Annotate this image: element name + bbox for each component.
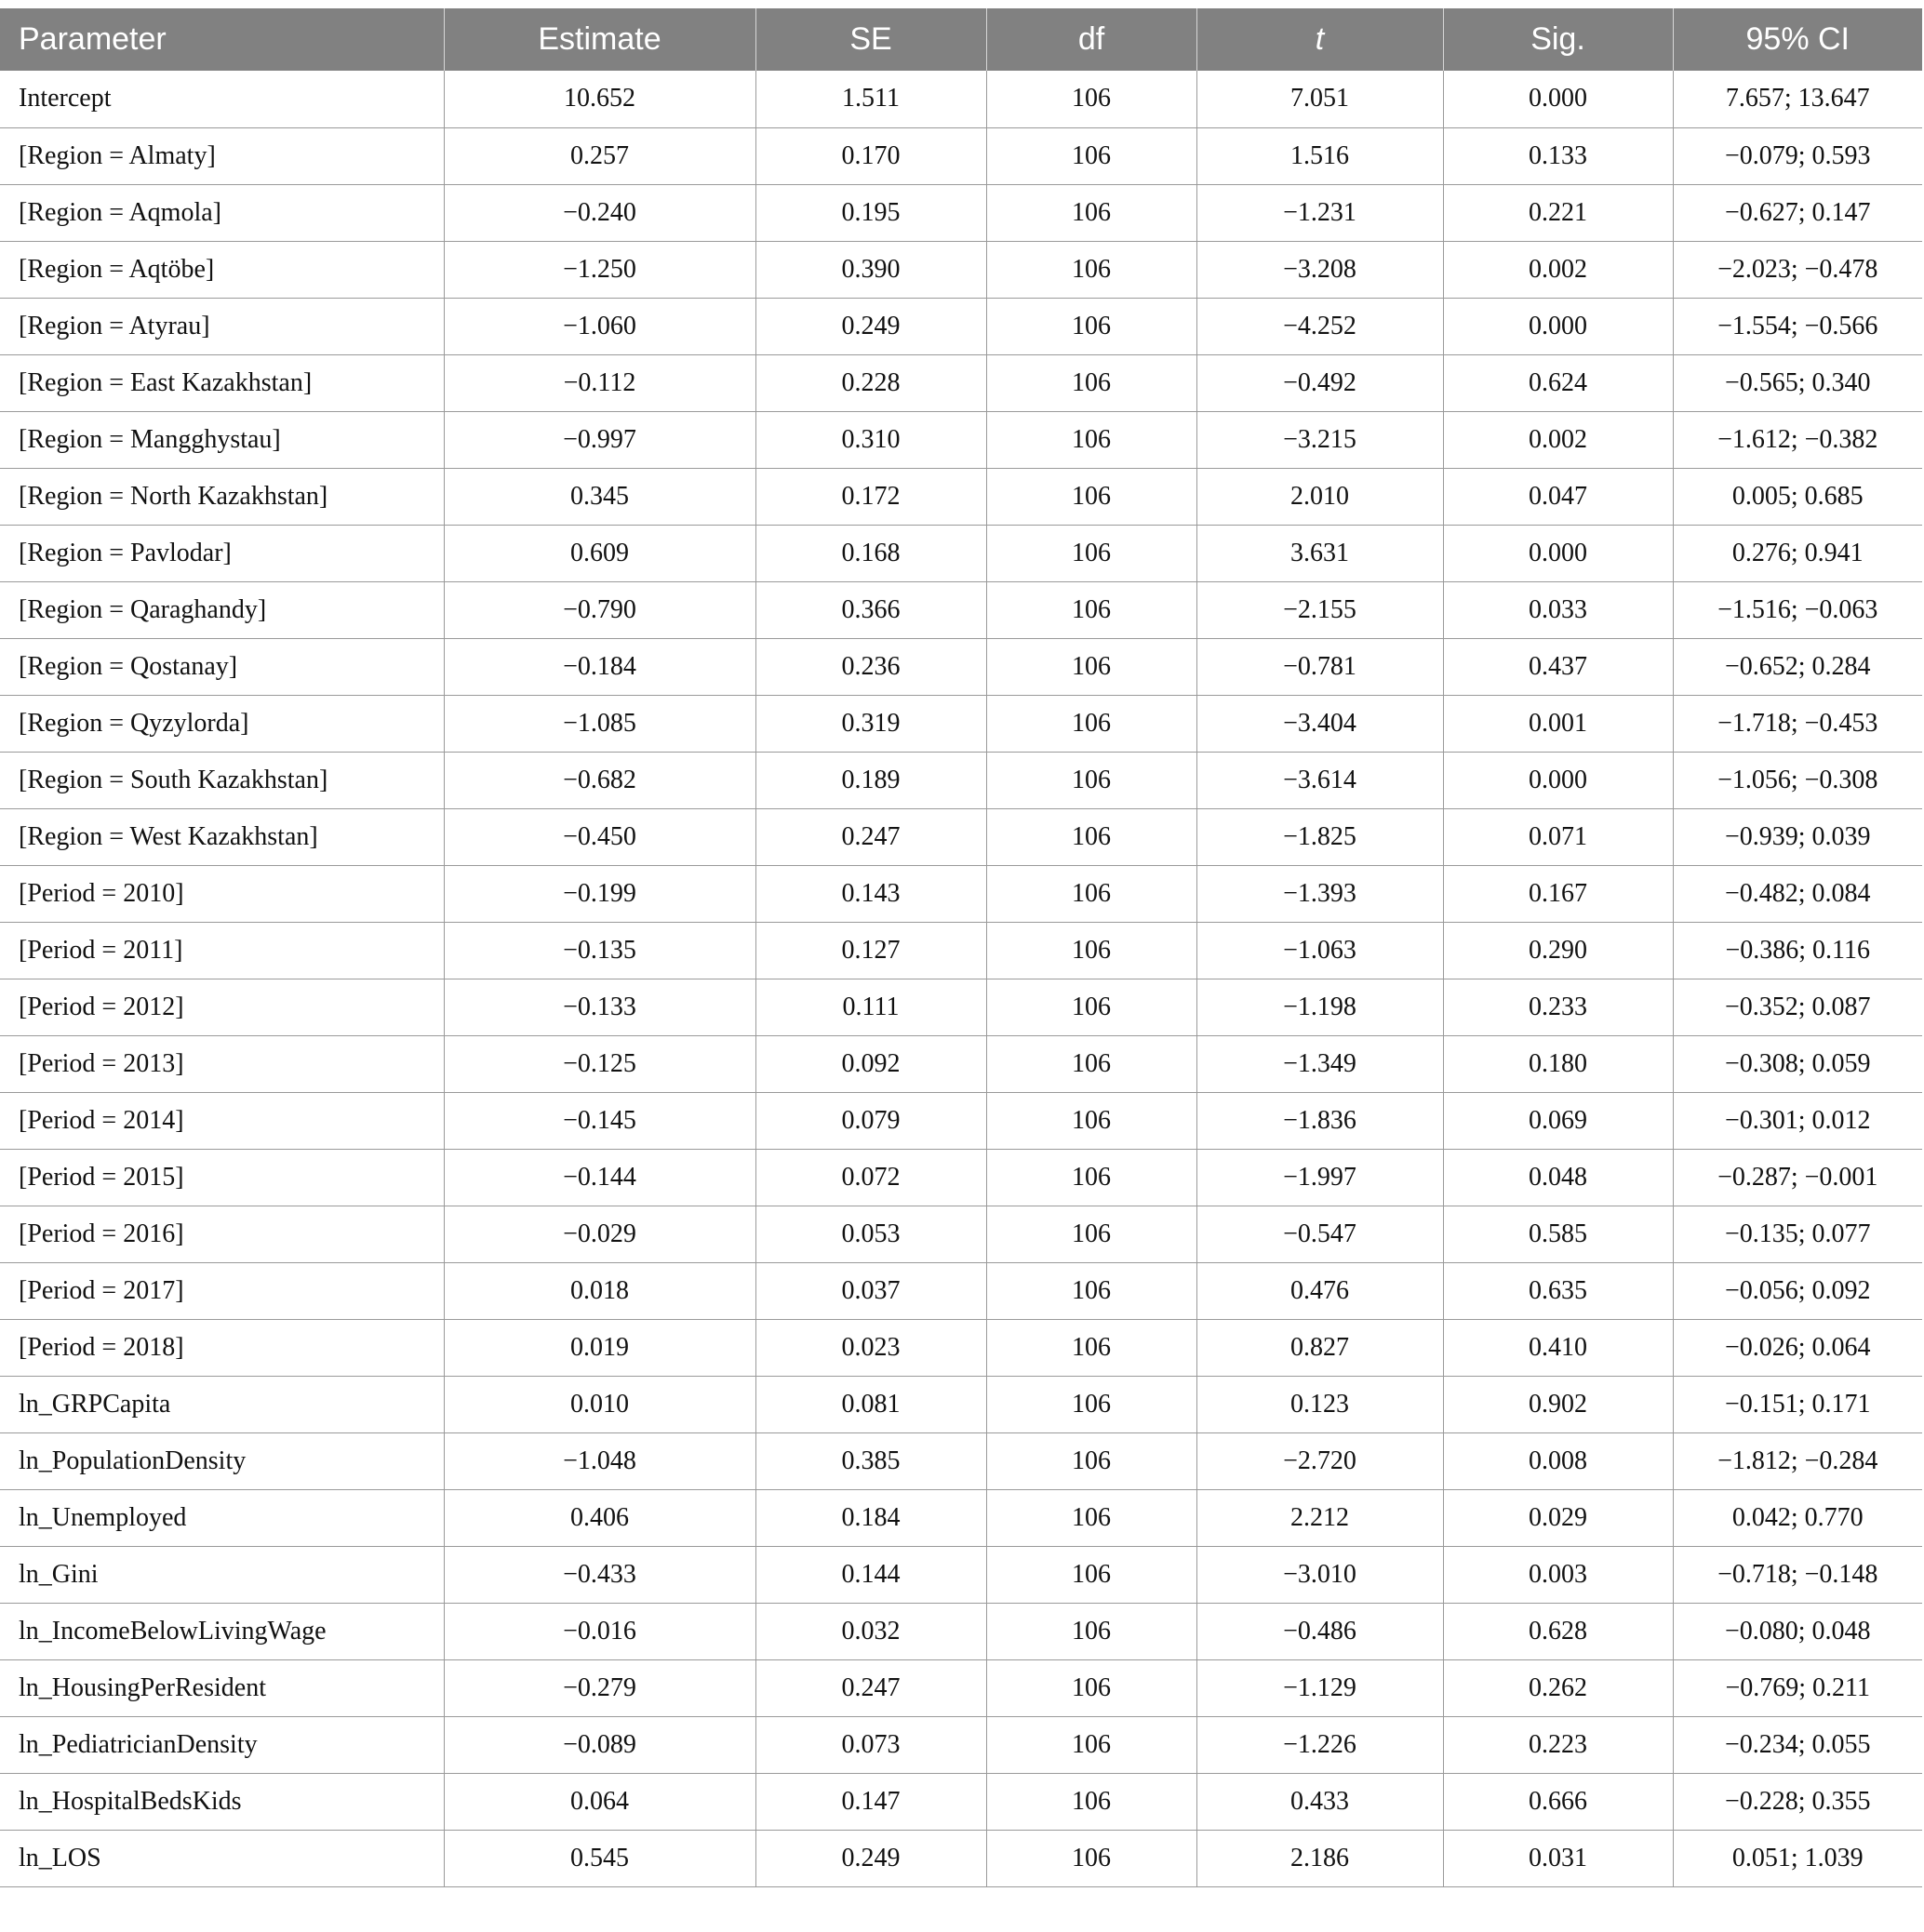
cell-estimate: 0.010 — [444, 1376, 755, 1432]
table-row — [0, 752, 1922, 808]
cell-sig: 0.031 — [1443, 1830, 1673, 1886]
cell-sig: 0.585 — [1443, 1206, 1673, 1262]
cell-t: −1.231 — [1196, 184, 1443, 241]
cell-parameter: [Region = West Kazakhstan] — [0, 808, 444, 865]
cell-sig: 0.000 — [1443, 71, 1673, 127]
cell-parameter: ln_HospitalBedsKids — [0, 1773, 444, 1830]
cell-parameter: [Period = 2015] — [0, 1149, 444, 1206]
cell-df: 106 — [986, 1262, 1196, 1319]
cell-ci: 0.276; 0.941 — [1673, 525, 1922, 581]
cell-estimate: 10.652 — [444, 71, 755, 127]
cell-t: 1.516 — [1196, 127, 1443, 184]
cell-estimate: 0.018 — [444, 1262, 755, 1319]
cell-se: 0.310 — [755, 411, 986, 468]
cell-ci: −0.228; 0.355 — [1673, 1773, 1922, 1830]
cell-t: −4.252 — [1196, 298, 1443, 354]
cell-estimate: −0.184 — [444, 638, 755, 695]
cell-ci: −1.612; −0.382 — [1673, 411, 1922, 468]
table-row — [0, 1319, 1922, 1376]
cell-parameter: [Period = 2011] — [0, 922, 444, 979]
cell-estimate: −0.135 — [444, 922, 755, 979]
cell-se: 1.511 — [755, 71, 986, 127]
cell-sig: 0.902 — [1443, 1376, 1673, 1432]
cell-ci: −1.812; −0.284 — [1673, 1432, 1922, 1489]
cell-sig: 0.624 — [1443, 354, 1673, 411]
cell-estimate: −0.016 — [444, 1603, 755, 1659]
cell-se: 0.249 — [755, 298, 986, 354]
cell-se: 0.023 — [755, 1319, 986, 1376]
cell-t: 0.827 — [1196, 1319, 1443, 1376]
cell-ci: −0.769; 0.211 — [1673, 1659, 1922, 1716]
cell-sig: 0.029 — [1443, 1489, 1673, 1546]
cell-parameter: ln_GRPCapita — [0, 1376, 444, 1432]
cell-sig: 0.008 — [1443, 1432, 1673, 1489]
cell-df: 106 — [986, 581, 1196, 638]
table-row — [0, 354, 1922, 411]
table-row — [0, 922, 1922, 979]
cell-parameter: ln_LOS — [0, 1830, 444, 1886]
cell-estimate: −0.112 — [444, 354, 755, 411]
cell-t: −0.781 — [1196, 638, 1443, 695]
cell-parameter: [Region = Qyzylorda] — [0, 695, 444, 752]
cell-sig: 0.001 — [1443, 695, 1673, 752]
cell-df: 106 — [986, 411, 1196, 468]
cell-df: 106 — [986, 1319, 1196, 1376]
table-row — [0, 411, 1922, 468]
cell-se: 0.073 — [755, 1716, 986, 1773]
cell-df: 106 — [986, 922, 1196, 979]
cell-estimate: −0.125 — [444, 1035, 755, 1092]
cell-parameter: [Region = East Kazakhstan] — [0, 354, 444, 411]
cell-se: 0.037 — [755, 1262, 986, 1319]
cell-parameter: [Period = 2013] — [0, 1035, 444, 1092]
cell-ci: −0.056; 0.092 — [1673, 1262, 1922, 1319]
cell-sig: 0.002 — [1443, 411, 1673, 468]
cell-se: 0.189 — [755, 752, 986, 808]
cell-ci: −0.151; 0.171 — [1673, 1376, 1922, 1432]
cell-df: 106 — [986, 638, 1196, 695]
cell-t: 3.631 — [1196, 525, 1443, 581]
cell-df: 106 — [986, 1489, 1196, 1546]
header-df: df — [986, 8, 1196, 71]
cell-t: −1.349 — [1196, 1035, 1443, 1092]
cell-t: −1.393 — [1196, 865, 1443, 922]
cell-estimate: −0.199 — [444, 865, 755, 922]
cell-df: 106 — [986, 1149, 1196, 1206]
cell-sig: 0.635 — [1443, 1262, 1673, 1319]
cell-ci: −0.079; 0.593 — [1673, 127, 1922, 184]
cell-parameter: [Period = 2018] — [0, 1319, 444, 1376]
cell-estimate: −1.085 — [444, 695, 755, 752]
table-row — [0, 1546, 1922, 1603]
cell-se: 0.144 — [755, 1546, 986, 1603]
cell-ci: 0.005; 0.685 — [1673, 468, 1922, 525]
table-row — [0, 865, 1922, 922]
cell-df: 106 — [986, 1546, 1196, 1603]
cell-se: 0.143 — [755, 865, 986, 922]
cell-t: −1.063 — [1196, 922, 1443, 979]
cell-sig: 0.233 — [1443, 979, 1673, 1035]
cell-se: 0.032 — [755, 1603, 986, 1659]
cell-se: 0.228 — [755, 354, 986, 411]
cell-sig: 0.069 — [1443, 1092, 1673, 1149]
table-row — [0, 241, 1922, 298]
parameter-estimates-table — [0, 8, 1922, 1887]
cell-estimate: 0.064 — [444, 1773, 755, 1830]
cell-estimate: −0.997 — [444, 411, 755, 468]
cell-df: 106 — [986, 71, 1196, 127]
table-row — [0, 1035, 1922, 1092]
cell-ci: −0.308; 0.059 — [1673, 1035, 1922, 1092]
cell-estimate: −1.250 — [444, 241, 755, 298]
cell-se: 0.195 — [755, 184, 986, 241]
cell-estimate: −0.089 — [444, 1716, 755, 1773]
cell-sig: 0.437 — [1443, 638, 1673, 695]
cell-t: 2.010 — [1196, 468, 1443, 525]
cell-estimate: −0.450 — [444, 808, 755, 865]
table-row — [0, 1432, 1922, 1489]
cell-sig: 0.003 — [1443, 1546, 1673, 1603]
cell-se: 0.072 — [755, 1149, 986, 1206]
cell-sig: 0.167 — [1443, 865, 1673, 922]
cell-estimate: −0.145 — [444, 1092, 755, 1149]
cell-parameter: [Region = North Kazakhstan] — [0, 468, 444, 525]
cell-parameter: [Period = 2017] — [0, 1262, 444, 1319]
cell-estimate: −0.133 — [444, 979, 755, 1035]
cell-sig: 0.000 — [1443, 525, 1673, 581]
cell-sig: 0.133 — [1443, 127, 1673, 184]
cell-parameter: [Region = Qaraghandy] — [0, 581, 444, 638]
cell-parameter: ln_PediatricianDensity — [0, 1716, 444, 1773]
cell-df: 106 — [986, 468, 1196, 525]
cell-ci: −0.287; −0.001 — [1673, 1149, 1922, 1206]
cell-ci: −0.939; 0.039 — [1673, 808, 1922, 865]
table-body — [0, 71, 1922, 1886]
cell-t: −1.198 — [1196, 979, 1443, 1035]
cell-ci: −0.352; 0.087 — [1673, 979, 1922, 1035]
cell-ci: −0.301; 0.012 — [1673, 1092, 1922, 1149]
cell-df: 106 — [986, 354, 1196, 411]
cell-ci: −0.652; 0.284 — [1673, 638, 1922, 695]
table-row — [0, 1716, 1922, 1773]
table-row — [0, 298, 1922, 354]
table-row — [0, 979, 1922, 1035]
cell-se: 0.319 — [755, 695, 986, 752]
cell-t: 7.051 — [1196, 71, 1443, 127]
cell-se: 0.170 — [755, 127, 986, 184]
cell-df: 106 — [986, 184, 1196, 241]
cell-se: 0.053 — [755, 1206, 986, 1262]
cell-t: −1.997 — [1196, 1149, 1443, 1206]
cell-t: −0.492 — [1196, 354, 1443, 411]
cell-parameter: ln_PopulationDensity — [0, 1432, 444, 1489]
cell-estimate: 0.609 — [444, 525, 755, 581]
cell-se: 0.249 — [755, 1830, 986, 1886]
cell-sig: 0.180 — [1443, 1035, 1673, 1092]
cell-ci: −0.026; 0.064 — [1673, 1319, 1922, 1376]
cell-df: 106 — [986, 808, 1196, 865]
cell-parameter: [Region = Aqtöbe] — [0, 241, 444, 298]
cell-ci: −0.482; 0.084 — [1673, 865, 1922, 922]
cell-sig: 0.000 — [1443, 298, 1673, 354]
table-row — [0, 1603, 1922, 1659]
cell-parameter: [Region = South Kazakhstan] — [0, 752, 444, 808]
cell-df: 106 — [986, 1206, 1196, 1262]
cell-sig: 0.262 — [1443, 1659, 1673, 1716]
cell-estimate: −0.682 — [444, 752, 755, 808]
cell-ci: −0.627; 0.147 — [1673, 184, 1922, 241]
cell-ci: −1.554; −0.566 — [1673, 298, 1922, 354]
cell-estimate: −1.048 — [444, 1432, 755, 1489]
table-row — [0, 184, 1922, 241]
cell-parameter: Intercept — [0, 71, 444, 127]
cell-parameter: [Period = 2014] — [0, 1092, 444, 1149]
cell-ci: −1.056; −0.308 — [1673, 752, 1922, 808]
cell-sig: 0.047 — [1443, 468, 1673, 525]
cell-t: −1.129 — [1196, 1659, 1443, 1716]
cell-se: 0.247 — [755, 808, 986, 865]
cell-df: 106 — [986, 298, 1196, 354]
cell-sig: 0.048 — [1443, 1149, 1673, 1206]
header-se: SE — [755, 8, 986, 71]
cell-ci: 7.657; 13.647 — [1673, 71, 1922, 127]
cell-t: 0.123 — [1196, 1376, 1443, 1432]
cell-df: 106 — [986, 695, 1196, 752]
cell-se: 0.079 — [755, 1092, 986, 1149]
cell-sig: 0.410 — [1443, 1319, 1673, 1376]
cell-parameter: [Period = 2016] — [0, 1206, 444, 1262]
cell-sig: 0.223 — [1443, 1716, 1673, 1773]
cell-t: −3.208 — [1196, 241, 1443, 298]
table-row — [0, 468, 1922, 525]
cell-t: −3.215 — [1196, 411, 1443, 468]
cell-t: −2.155 — [1196, 581, 1443, 638]
table-row — [0, 808, 1922, 865]
cell-ci: 0.042; 0.770 — [1673, 1489, 1922, 1546]
cell-parameter: ln_Unemployed — [0, 1489, 444, 1546]
table-row — [0, 1262, 1922, 1319]
cell-se: 0.390 — [755, 241, 986, 298]
cell-t: 0.476 — [1196, 1262, 1443, 1319]
header-estimate: Estimate — [444, 8, 755, 71]
cell-ci: −0.565; 0.340 — [1673, 354, 1922, 411]
cell-estimate: 0.406 — [444, 1489, 755, 1546]
cell-estimate: −0.790 — [444, 581, 755, 638]
cell-estimate: 0.019 — [444, 1319, 755, 1376]
cell-df: 106 — [986, 241, 1196, 298]
cell-parameter: [Region = Pavlodar] — [0, 525, 444, 581]
cell-sig: 0.071 — [1443, 808, 1673, 865]
cell-t: 2.212 — [1196, 1489, 1443, 1546]
cell-estimate: −0.029 — [444, 1206, 755, 1262]
cell-se: 0.385 — [755, 1432, 986, 1489]
cell-estimate: 0.345 — [444, 468, 755, 525]
cell-parameter: [Region = Almaty] — [0, 127, 444, 184]
cell-se: 0.081 — [755, 1376, 986, 1432]
cell-parameter: ln_Gini — [0, 1546, 444, 1603]
cell-df: 106 — [986, 752, 1196, 808]
cell-df: 106 — [986, 525, 1196, 581]
cell-t: −3.010 — [1196, 1546, 1443, 1603]
table-row — [0, 581, 1922, 638]
cell-sig: 0.000 — [1443, 752, 1673, 808]
cell-df: 106 — [986, 1603, 1196, 1659]
table-header — [0, 8, 1922, 71]
table-row — [0, 1773, 1922, 1830]
cell-se: 0.366 — [755, 581, 986, 638]
cell-se: 0.168 — [755, 525, 986, 581]
cell-ci: −2.023; −0.478 — [1673, 241, 1922, 298]
cell-parameter: [Region = Atyrau] — [0, 298, 444, 354]
cell-sig: 0.628 — [1443, 1603, 1673, 1659]
table-row — [0, 1206, 1922, 1262]
cell-se: 0.172 — [755, 468, 986, 525]
table-row — [0, 1659, 1922, 1716]
cell-ci: −0.080; 0.048 — [1673, 1603, 1922, 1659]
table-row — [0, 71, 1922, 127]
cell-sig: 0.290 — [1443, 922, 1673, 979]
table-row — [0, 1830, 1922, 1886]
cell-sig: 0.033 — [1443, 581, 1673, 638]
table-row — [0, 127, 1922, 184]
cell-ci: −0.386; 0.116 — [1673, 922, 1922, 979]
cell-parameter: ln_HousingPerResident — [0, 1659, 444, 1716]
cell-df: 106 — [986, 1716, 1196, 1773]
cell-parameter: [Period = 2012] — [0, 979, 444, 1035]
cell-t: 2.186 — [1196, 1830, 1443, 1886]
header-t: t — [1196, 8, 1443, 71]
table-row — [0, 1376, 1922, 1432]
header-sig: Sig. — [1443, 8, 1673, 71]
cell-t: −1.226 — [1196, 1716, 1443, 1773]
cell-se: 0.127 — [755, 922, 986, 979]
cell-estimate: −0.144 — [444, 1149, 755, 1206]
cell-df: 106 — [986, 1830, 1196, 1886]
cell-se: 0.247 — [755, 1659, 986, 1716]
cell-ci: −1.516; −0.063 — [1673, 581, 1922, 638]
cell-parameter: [Region = Aqmola] — [0, 184, 444, 241]
header-ci: 95% CI — [1673, 8, 1922, 71]
table-row — [0, 1092, 1922, 1149]
cell-df: 106 — [986, 1432, 1196, 1489]
cell-ci: −0.234; 0.055 — [1673, 1716, 1922, 1773]
cell-se: 0.236 — [755, 638, 986, 695]
cell-estimate: −0.240 — [444, 184, 755, 241]
cell-sig: 0.666 — [1443, 1773, 1673, 1830]
cell-ci: −0.135; 0.077 — [1673, 1206, 1922, 1262]
cell-t: −0.547 — [1196, 1206, 1443, 1262]
cell-df: 106 — [986, 127, 1196, 184]
cell-df: 106 — [986, 979, 1196, 1035]
cell-t: −3.404 — [1196, 695, 1443, 752]
table-row — [0, 695, 1922, 752]
header-parameter: Parameter — [0, 8, 444, 71]
cell-parameter: [Region = Qostanay] — [0, 638, 444, 695]
table-row — [0, 1149, 1922, 1206]
cell-sig: 0.221 — [1443, 184, 1673, 241]
cell-estimate: −0.433 — [444, 1546, 755, 1603]
cell-df: 106 — [986, 1773, 1196, 1830]
table-row — [0, 638, 1922, 695]
cell-parameter: [Region = Mangghystau] — [0, 411, 444, 468]
cell-t: −2.720 — [1196, 1432, 1443, 1489]
cell-se: 0.111 — [755, 979, 986, 1035]
cell-ci: 0.051; 1.039 — [1673, 1830, 1922, 1886]
cell-ci: −1.718; −0.453 — [1673, 695, 1922, 752]
cell-t: −1.836 — [1196, 1092, 1443, 1149]
cell-df: 106 — [986, 1376, 1196, 1432]
cell-se: 0.147 — [755, 1773, 986, 1830]
cell-t: −0.486 — [1196, 1603, 1443, 1659]
cell-estimate: 0.545 — [444, 1830, 755, 1886]
cell-df: 106 — [986, 1035, 1196, 1092]
table-row — [0, 1489, 1922, 1546]
cell-se: 0.184 — [755, 1489, 986, 1546]
cell-t: −1.825 — [1196, 808, 1443, 865]
cell-parameter: [Period = 2010] — [0, 865, 444, 922]
cell-sig: 0.002 — [1443, 241, 1673, 298]
cell-df: 106 — [986, 1659, 1196, 1716]
cell-df: 106 — [986, 865, 1196, 922]
table-row — [0, 525, 1922, 581]
cell-t: −3.614 — [1196, 752, 1443, 808]
cell-estimate: −0.279 — [444, 1659, 755, 1716]
cell-df: 106 — [986, 1092, 1196, 1149]
cell-estimate: −1.060 — [444, 298, 755, 354]
cell-se: 0.092 — [755, 1035, 986, 1092]
cell-ci: −0.718; −0.148 — [1673, 1546, 1922, 1603]
cell-estimate: 0.257 — [444, 127, 755, 184]
cell-parameter: ln_IncomeBelowLivingWage — [0, 1603, 444, 1659]
header-row — [0, 8, 1922, 71]
cell-t: 0.433 — [1196, 1773, 1443, 1830]
